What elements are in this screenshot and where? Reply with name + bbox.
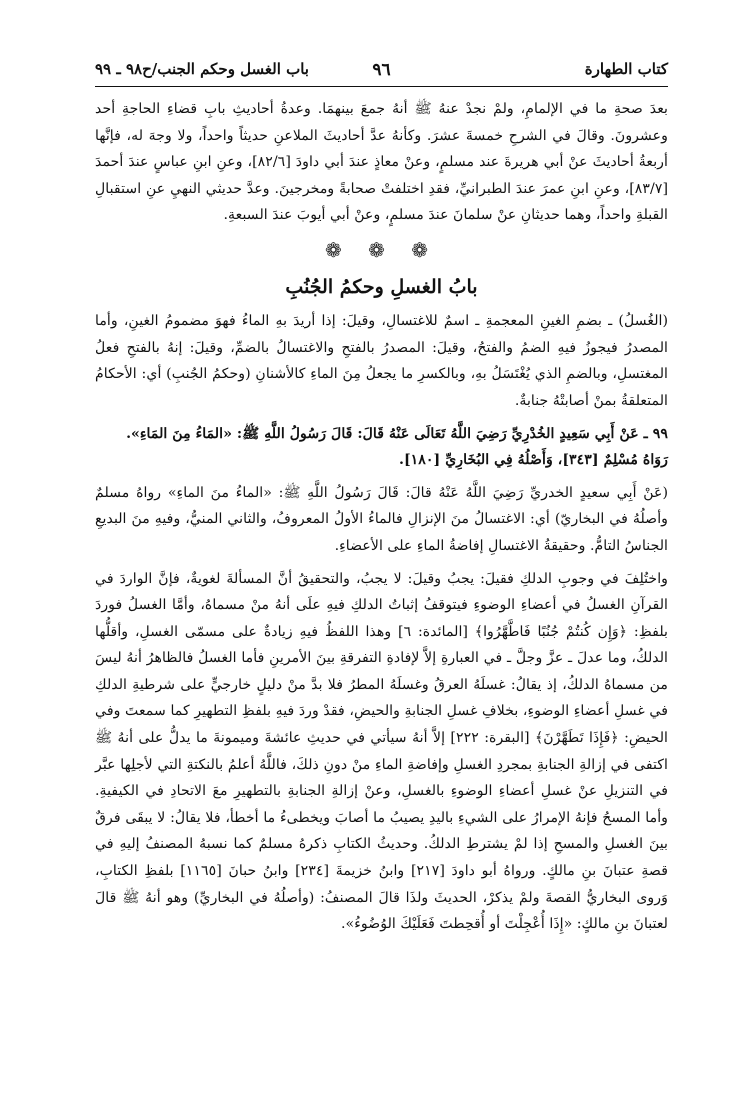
chapter-reference: باب الغسل وحكم الجنب/ح٩٨ ـ ٩٩ [95, 60, 309, 78]
hadith-source: رَوَاهُ مُسْلِمٌ [٣٤٣]، وَأَصْلُهُ فِي البُخَارِيِّ [١٨٠]. [399, 452, 668, 469]
commentary-paragraph: (عَنْ أَبِي سعيدٍ الخدريِّ رَضِيَ اللَّهُ عَنْهُ قالَ: قَالَ رَسُولُ اللَّهِ ﷺ: «الماءُ منَ الماءِ» رواهُ مسلمٌ وأصلُهُ في البخاريّ) أي: الاغتسالُ منَ الإنزالِ فالماءُ الأولُ المعروفُ، والثاني المنيُّ، وفيهِ منَ البديعِ الجناسُ التامُّ. وحقيقةُ الاغتسالِ إفاضةُ الماءِ على الأعضاءِ. [95, 484, 668, 554]
book-title: كتاب الطهارة [584, 60, 668, 78]
intro-paragraph: بعدَ صحةِ ما في الإلمامِ، ولمْ نجدْ عنهُ ﷺ أنهُ جمعَ بينهمَا. وعدةُ أحاديثِ بابِ قضاءِ الحاجةِ أحد وعشرونَ. وقالَ في الشرحِ خمسةَ عشرَ. وكأنهُ عدَّ أحاديثَ الملاعنِ حديثاً واحداً، ولا وجهَ له، فإنَّها أربعةُ أحاديثَ عنْ أبي هريرةَ عند مسلمٍ، وعنْ معاذٍ عندَ أبي داودَ [٨٢/٦]، وعنِ ابنِ عباسٍ عندَ أحمدَ [٨٣/٧]، وعنِ ابنِ عمرَ عندَ الطبرانيِّ، فقدِ اختلفتْ صحابةً ومخرجينَ. وعدَّ حديثي النهيِ عنِ استقبالِ القبلةِ واحداً، وهما حديثانِ عنْ سلمانَ عندَ مسلمٍ، وعنْ أبي أيوبَ عندَ السبعةِ. [95, 101, 668, 224]
section-ornament: ❁ ❁ ❁ [325, 237, 438, 262]
page-number: ٩٦ [372, 60, 391, 80]
definition-paragraph: (الغُسلُ) ـ بضمِ الغينِ المعجمةِ ـ اسمٌ للاغتسالِ، وقيلَ: إذا أريدَ بهِ الماءُ فهوَ مضمومُ الغينِ، وأما المصدرُ فيجوزُ فيهِ الضمُ والفتحُ، وقيلَ: المصدرُ بالفتحِ والاغتسالُ بالضمِّ، وقيلَ: إنهُ بالفتحِ فعلُ المغتسلِ، وبالضمِ الذي يُغْتَسَلُ بهِ، وبالكسرِ ما يجعلُ مِنَ الماءِ كالأشنانِ (وحكمُ الجُنبِ) أي: الأحكامُ المتعلقةُ بمنْ أصابتْهُ جنابةٌ. [95, 313, 668, 409]
page-body [95, 96, 668, 938]
hadith-text: ٩٩ ـ عَنْ أَبِي سَعِيدٍ الخُدْرِيِّ رَضِيَ اللَّهُ تَعَالَى عَنْهُ قَالَ: قَالَ رَسُولُ اللَّهِ ﷺ: «المَاءُ مِنَ المَاءِ». [126, 425, 668, 442]
chapter-title: بابُ الغسلِ وحكمُ الجُنُبِ [285, 275, 478, 298]
page-header [95, 56, 668, 87]
discussion-paragraph: واختُلِفَ في وجوبِ الدلكِ فقيلَ: يجبُ وقيلَ: لا يجبُ، والتحقيقُ أنَّ المسألةَ لغويةٌ، فإنَّ الواردَ في القرآنِ الغسلُ في أعضاءِ الوضوءِ فيتوقفُ إثباتُ الدلكِ فيهِ علَى أنهُ منْ مسماهُ، وأمَّا الغسلُ فوردَ بلفظِ: ﴿وَإِن كُنتُمْ جُنُبًا فَاطَّهَّرُوا﴾ [المائدة: ٦] وهذا اللفظُ فيهِ زيادةٌ على مسمّى الغسلِ، وأقلُّها الدلكُ، وما عدلَ ـ عزَّ وجلَّ ـ في العبارةِ إلاَّ لإفادةِ التفرقةِ بينَ الأمرينِ فأما الغسلُ فالظاهرُ أنهُ ليسَ من مسماهُ الدلكُ، إذ يقالُ: غسلَهُ العرقُ وغسلَهُ المطرُ فلا بدَّ منْ دليلٍ خارجيٍّ على شرطيةِ الدلكِ في غسلِ أعضاءِ الوضوءِ، بخلافِ غسلِ الجنابةِ والحيضِ، فقدْ وردَ فيهِ بلفظِ التطهيرِ كما سمعتَ وفي الحيضِ: ﴿فَإِذَا تَطَهَّرْنَ﴾ [البقرة: ٢٢٢] إلاَّ أنهُ سيأتي في حديثِ عائشةَ وميمونةَ ما يدلُّ على أنهُ ﷺ اكتفى في إزالةِ الجنابةِ بمجردِ الغسلِ وإفاضةِ الماءِ منْ دونِ ذلكَ، فاللَّهُ أعلمُ بالنكتةِ التي لأجلِها عبَّر في التنزيلِ عنْ غسلِ أعضاءِ الوضوءِ بالغسلِ، وعنْ إزالةِ الجنابةِ بالتطهيرِ معَ الاتحادِ في الكيفيةِ. وأما المسحُ فإنهُ الإمرارُ على الشيءِ باليدِ يصيبُ ما أصابَ ويخطىءُ ما أخطأ، فلا يقالُ: لا يبقَى فرقٌ بينَ الغسلِ والمسحِ إذا لمْ يشترطِ الدلكُ. وحديثُ الكتابِ ذكرهُ مسلمٌ كما نسبهُ المصنفُ إليهِ في قصةِ عتبانَ بنِ مالكٍ. ورواهُ أبو داودَ [٢١٧] وابنُ خزيمةَ [٢٣٤] وابنُ حبانَ [١١٦٥] بلفظِ الكتابِ، وَروى البخاريُّ القصةَ ولمْ يذكرْ، الحديثَ ولذَا قالَ المصنفُ: (وأصلُهُ في البخاريِّ) وهو أنهُ ﷺ قالَ لعتبانَ بنِ مالكٍ: «إِذَا أُعْجِلْتَ أو أُقحِطتَ فَعَلَيْكَ الوُضُوءُ». [95, 570, 669, 933]
